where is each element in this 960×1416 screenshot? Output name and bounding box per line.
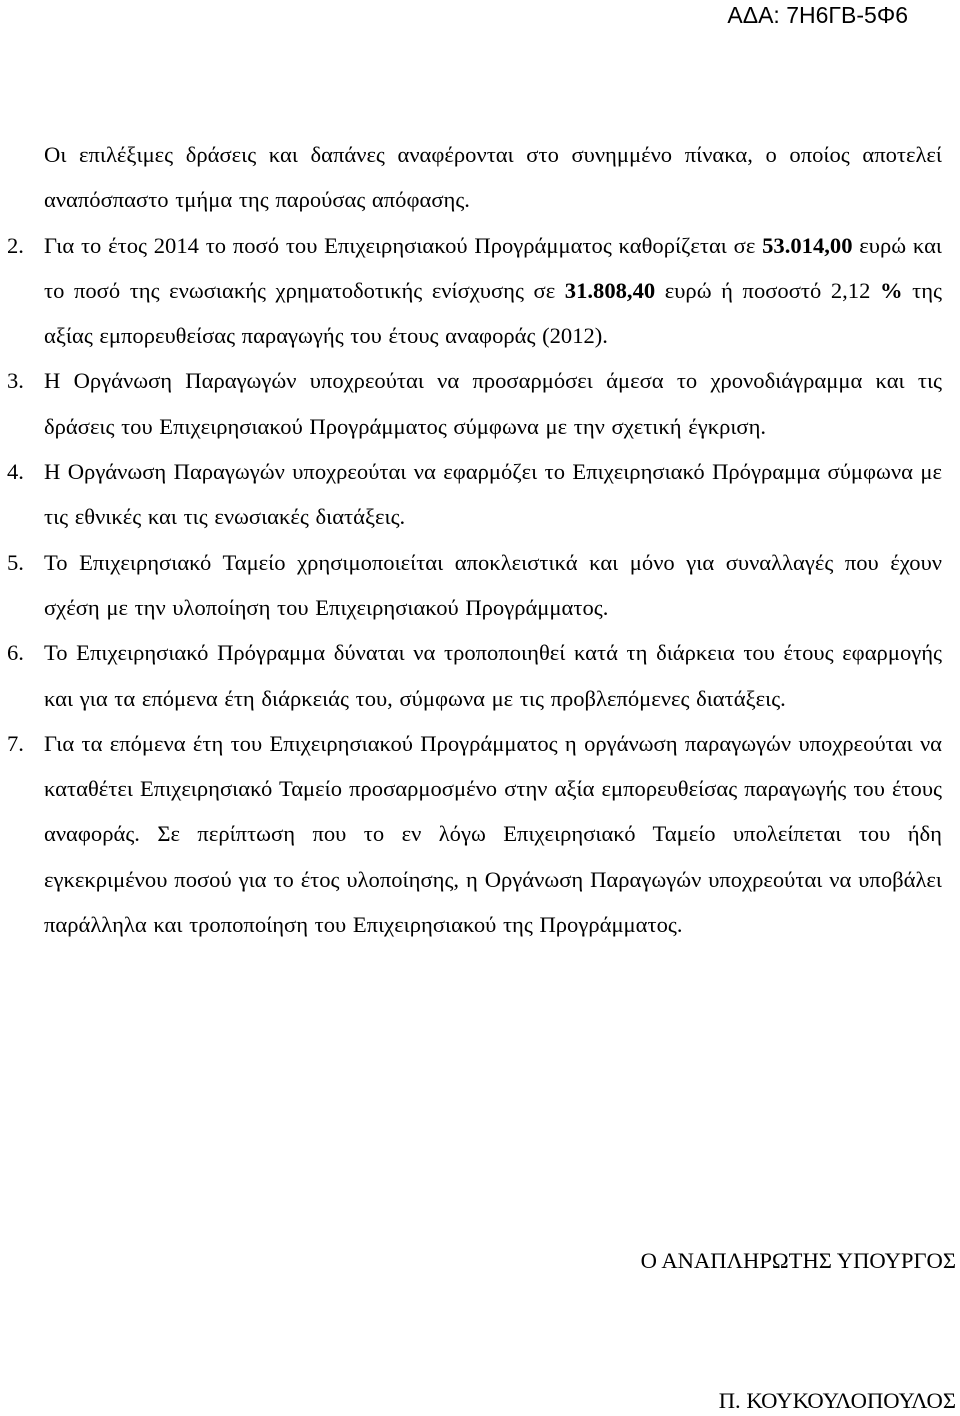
item-text-part: της αξίας εμπορευθείσας παραγωγής του έτους αναφοράς (2012). <box>44 277 943 349</box>
item-text: Το Επιχειρησιακό Ταμείο χρησιμοποιείται αποκλειστικά και μόνο για συναλλαγές που έχουν σχέση με την υλοποίηση του Επιχειρησιακού Προγράμματος. <box>44 549 942 620</box>
item-text-part: ευρώ και το ποσό της ενωσιακής χρηματοδοτικής ενίσχυσης σε <box>44 232 942 303</box>
item-number: 2. <box>7 232 24 258</box>
list-item-4 <box>7 449 942 540</box>
signatory-title: Ο ΑΝΑΠΛΗΡΩΤΗΣ ΥΠΟΥΡΓΟΣ <box>640 1248 956 1273</box>
percent-sign: % <box>879 277 903 303</box>
amount-eu-aid: 31.808,40 <box>564 277 656 303</box>
item-text: Η Οργάνωση Παραγωγών υποχρεούται να προσαρμόσει άμεσα το χρονοδιάγραμμα και τις δράσεις του Επιχειρησιακού Προγράμματος σύμφωνα με την σχετική έγκριση. <box>44 368 942 439</box>
item-text: Η Οργάνωση Παραγωγών υποχρεούται να εφαρμόζει το Επιχειρησιακό Πρόγραμμα σύμφωνα με τις εθνικές και τις ενωσιακές διατάξεις. <box>44 459 942 530</box>
list-item-3 <box>7 358 942 449</box>
list-item-5 <box>7 540 942 631</box>
item-number: 5. <box>7 549 24 575</box>
signatory-name: Π. ΚΟΥΚΟΥΛΟΠΟΥΛΟΣ <box>718 1388 956 1413</box>
item-number: 6. <box>7 640 24 666</box>
item-number: 3. <box>7 368 24 394</box>
item-number: 7. <box>7 730 24 756</box>
list-item-6 <box>7 630 942 721</box>
amount-total: 53.014,00 <box>762 232 853 258</box>
item-number: 4. <box>7 459 24 485</box>
item-text-part: ευρώ ή ποσοστό 2,12 <box>655 277 880 303</box>
item-text: Για τα επόμενα έτη του Επιχειρησιακού Προγράμματος η οργάνωση παραγωγών υποχρεούται να καταθέτει Επιχειρησιακό Ταμείο προσαρμοσμένο στην αξία εμπορευθείσας παραγωγής του έτους αναφοράς. Σε περίπτωση που το εν λόγω Επιχειρησιακό Ταμείο υπολείπεται του ήδη εγκεκριμένου ποσού για το έτος υλοποίησης, η Οργάνωση Παραγωγών υποχρεούται να υποβάλει παράλληλα και τροποποίηση του Επιχειρησιακού της Προγράμματος. <box>44 730 942 938</box>
intro-paragraph: Οι επιλέξιμες δράσεις και δαπάνες αναφέρονται στο συνημμένο πίνακα, ο οποίος αποτελεί αναπόσπαστο τμήμα της παρούσας απόφασης. <box>44 142 942 213</box>
ada-code: ΑΔΑ: 7Η6ΓΒ-5Φ6 <box>727 2 908 28</box>
list-item-2 <box>7 223 943 359</box>
list-item-7 <box>7 721 942 947</box>
document-body <box>7 132 943 947</box>
item-text-part: Για το έτος 2014 το ποσό του Επιχειρησιακού Προγράμματος καθορίζεται σε <box>44 232 763 258</box>
item-text: Το Επιχειρησιακό Πρόγραμμα δύναται να τροποποιηθεί κατά τη διάρκεια του έτους εφαρμογής και για τα επόμενα έτη διάρκειάς του, σύμφωνα με τις προβλεπόμενες διατάξεις. <box>44 640 942 711</box>
